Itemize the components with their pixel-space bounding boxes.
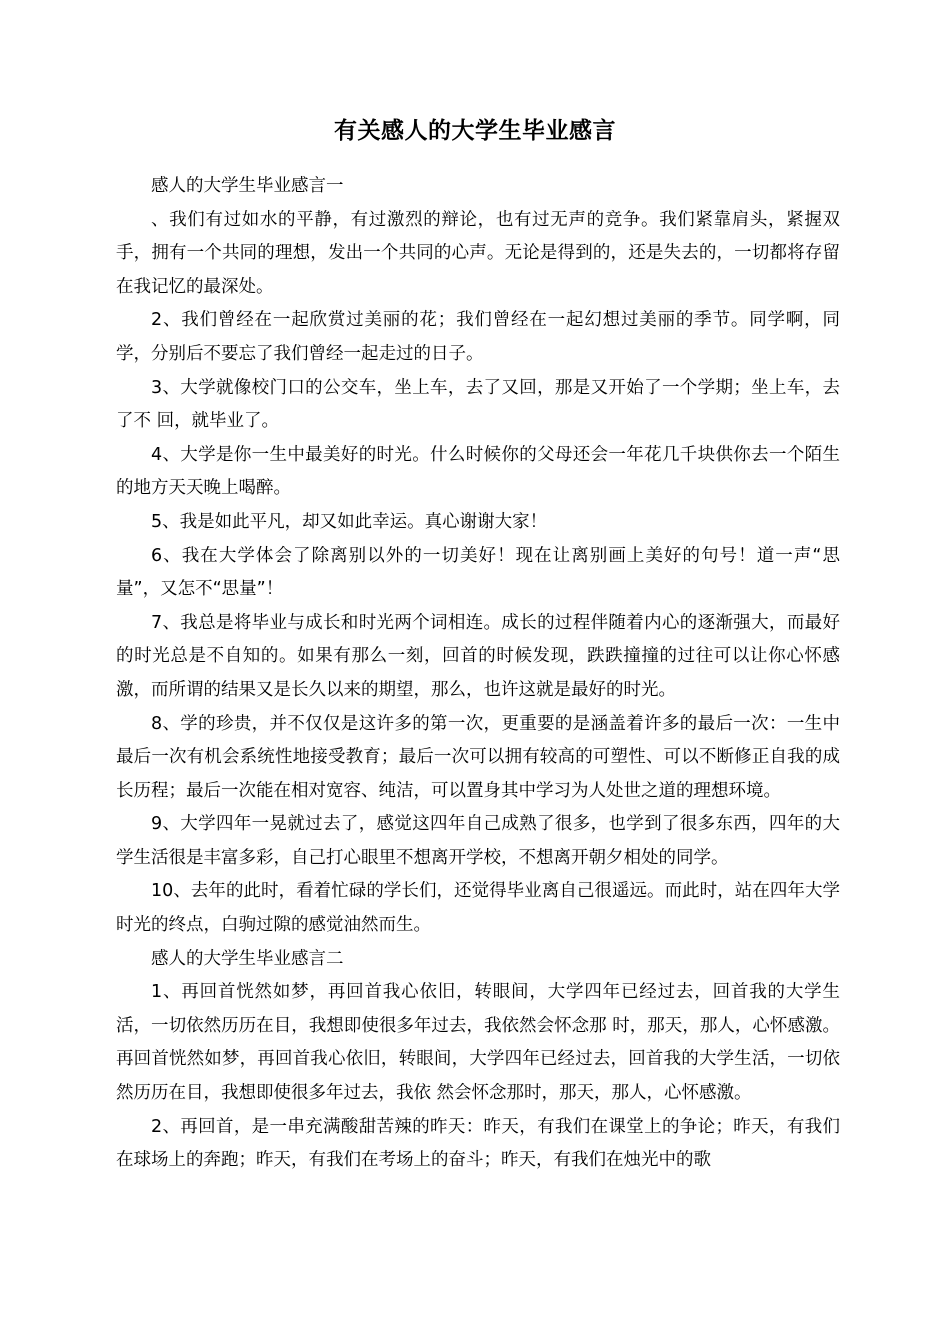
document-body [116, 170, 840, 1178]
paragraph: 1、再回首恍然如梦，再回首我心依旧，转眼间，大学四年已经过去，回首我的大学生活，一切依然历历在目，我想即使很多年过去，我依然会怀念那 时，那天，那人，心怀感激。再回首恍然如梦，再回首我心依旧，转眼间，大学四年已经过去，回首我的大学生活，一切依然历历在目，我想即使很多年过去，我依 然会怀念那时，那天，那人，心怀感激。 [116, 982, 840, 1104]
paragraph: 4、大学是你一生中最美好的时光。什么时候你的父母还会一年花几千块供你去一个陌生的地方天天晚上喝醉。 [116, 444, 840, 499]
section-heading-2: 感人的大学生毕业感言二 [151, 948, 344, 969]
paragraph: 7、我总是将毕业与成长和时光两个词相连。成长的过程伴随着内心的逐渐强大，而最好的时光总是不自知的。如果有那么一刻，回首的时候发现，跌跌撞撞的过往可以让你心怀感激，而所谓的结果又是长久以来的期望，那么，也许这就是最好的时光。 [116, 612, 840, 700]
document-title: 有关感人的大学生毕业感言 [334, 118, 616, 144]
paragraph: 8、学的珍贵，并不仅仅是这许多的第一次，更重要的是涵盖着许多的最后一次：一生中最后一次有机会系统性地接受教育；最后一次可以拥有较高的可塑性、可以不断修正自我的成长历程；最后一次能在相对宽容、纯洁，可以置身其中学习为人处世之道的理想环境。 [116, 713, 840, 801]
paragraph: 9、大学四年一晃就过去了，感觉这四年自己成熟了很多，也学到了很多东西，四年的大学生活很是丰富多彩，自己打心眼里不想离开学校，不想离开朝夕相处的同学。 [116, 814, 840, 868]
section-heading-1: 感人的大学生毕业感言一 [151, 176, 344, 196]
paragraph: 3、大学就像校门口的公交车，坐上车，去了又回，那是又开始了一个学期；坐上车，去了不 回，就毕业了。 [116, 377, 840, 432]
paragraph: 、我们有过如水的平静，有过激烈的辩论，也有过无声的竞争。我们紧靠肩头，紧握双手，拥有一个共同的理想，发出一个共同的心声。无论是得到的，还是失去的，一切都将存留在我记忆的最深处。 [116, 209, 840, 297]
paragraph: 2、再回首，是一串充满酸甜苦辣的昨天：昨天，有我们在课堂上的争论；昨天，有我们在球场上的奔跑；昨天，有我们在考场上的奋斗；昨天，有我们在烛光中的歌 [116, 1116, 840, 1171]
paragraph: 5、我是如此平凡，却又如此幸运。真心谢谢大家！ [151, 511, 548, 532]
paragraph: 2、我们曾经在一起欣赏过美丽的花；我们曾经在一起幻想过美丽的季节。同学啊，同学，分别后不要忘了我们曾经一起走过的日子。 [116, 310, 840, 364]
paragraph: 10、去年的此时，看着忙碌的学长们，还觉得毕业离自己很遥远。而此时，站在四年大学时光的终点，白驹过隙的感觉油然而生。 [116, 881, 840, 936]
paragraph: 6、我在大学体会了除离别以外的一切美好！现在让离别画上美好的句号！道一声“思量”，又怎不“思量”！ [116, 545, 840, 600]
